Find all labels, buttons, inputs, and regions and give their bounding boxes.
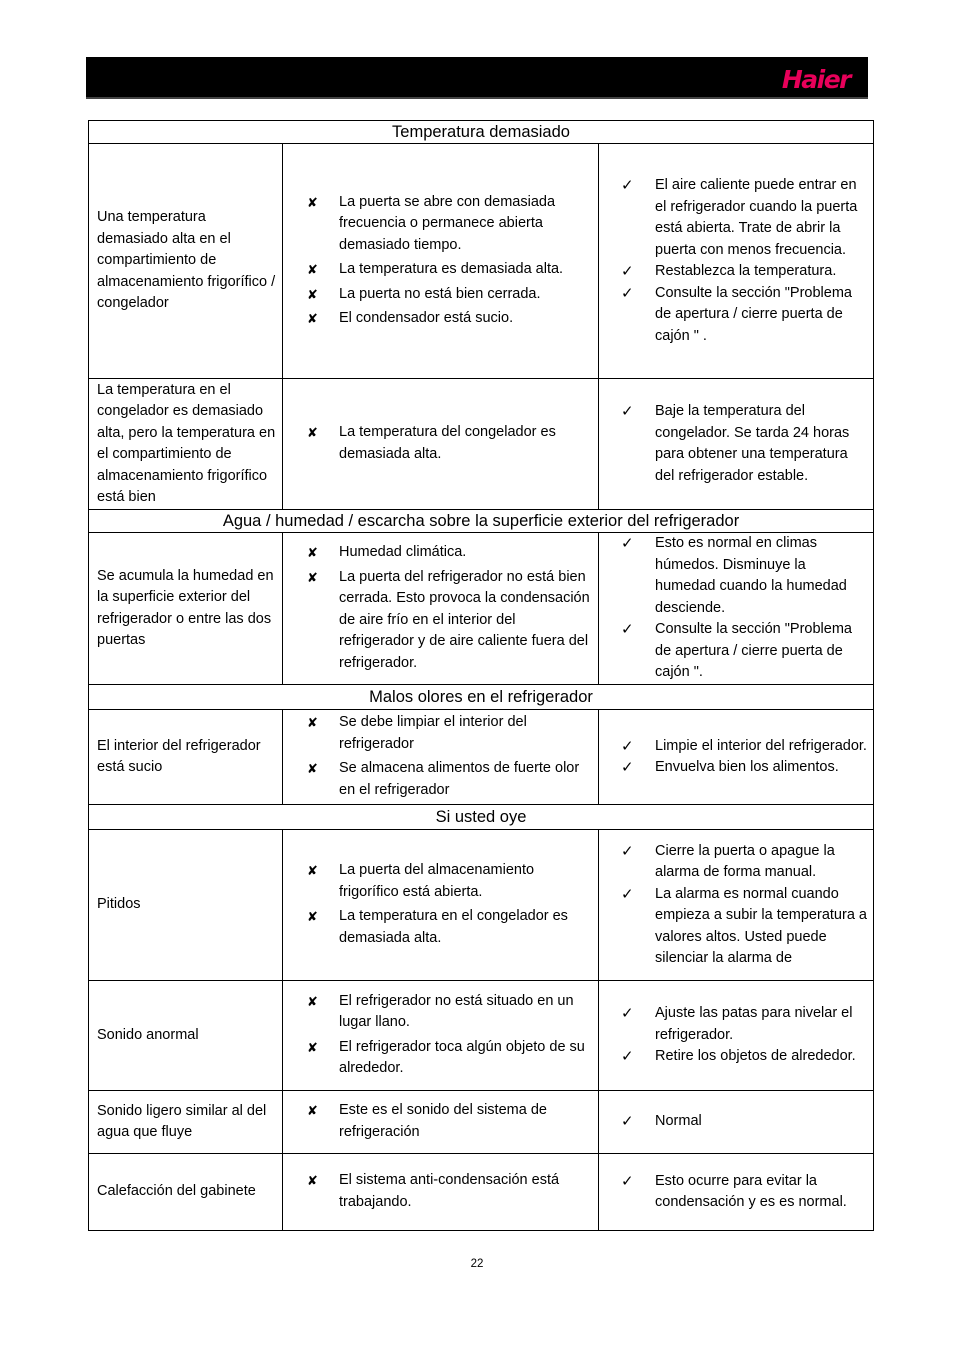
cause-item — [283, 284, 598, 306]
cause-item — [283, 259, 598, 281]
solution-text: Retire los objetos de alrededor. — [655, 1048, 856, 1065]
table-row — [89, 830, 874, 981]
check-icon: ✓ — [621, 1113, 634, 1131]
problem-cell: Pitidos — [89, 830, 283, 981]
cause-item — [283, 712, 598, 755]
solution-cell — [599, 710, 874, 805]
check-icon: ✓ — [621, 885, 634, 903]
cause-text: La puerta se abre con demasiada frecuencia o permanece abierta demasiado tiempo. — [339, 193, 556, 253]
cause-text: La temperatura es demasiada alta. — [339, 261, 564, 277]
cause-text: Humedad climática. — [339, 544, 467, 560]
check-icon: ✓ — [621, 177, 634, 194]
solution-item — [599, 283, 873, 348]
solution-list — [599, 1003, 873, 1068]
cause-item — [283, 860, 598, 903]
cause-list — [283, 192, 598, 330]
haier-logo: Haier — [781, 65, 850, 94]
table-row — [89, 379, 874, 510]
cause-text: La puerta del almacenamiento frigorífico está abierta. — [339, 862, 535, 900]
problem-cell: Sonido ligero similar al del agua que fluye — [89, 1091, 283, 1154]
solution-text: Normal — [655, 1113, 702, 1130]
section-title: Si usted oye — [89, 805, 874, 830]
troubleshooting-table — [88, 120, 874, 1231]
cause-cell — [283, 379, 599, 510]
cause-text: La temperatura del congelador es demasiada alta. — [339, 424, 556, 462]
table-row — [89, 533, 874, 685]
cross-icon: ✘ — [307, 194, 318, 210]
check-icon: ✓ — [621, 737, 634, 755]
cause-list — [283, 991, 598, 1080]
solution-cell — [599, 981, 874, 1091]
solution-list — [599, 841, 873, 970]
cause-list — [283, 860, 598, 949]
solution-text: Consulte la sección "Problema de apertura / cierre puerta de cajón ". — [655, 621, 852, 681]
table-row — [89, 1154, 874, 1231]
solution-cell — [599, 533, 874, 685]
cause-list — [283, 542, 598, 674]
cause-cell — [283, 830, 599, 981]
solution-item — [599, 1003, 873, 1046]
cause-item — [283, 758, 598, 801]
cause-list — [283, 1100, 598, 1143]
check-icon: ✓ — [621, 284, 634, 302]
solution-text: Restablezca la temperatura. — [655, 263, 837, 279]
solution-text: Envuelva bien los alimentos. — [655, 759, 839, 775]
check-icon: ✓ — [621, 1005, 634, 1023]
section-header-row — [89, 121, 874, 144]
solution-list — [599, 736, 873, 779]
solution-item — [599, 884, 873, 970]
solution-item — [599, 841, 873, 884]
solution-cell — [599, 1154, 874, 1231]
solution-cell — [599, 379, 874, 510]
cause-item — [283, 991, 598, 1034]
cause-text: El sistema anti-condensación está trabajando. — [339, 1172, 560, 1210]
cross-icon: ✘ — [307, 715, 318, 730]
solution-list — [599, 1171, 873, 1214]
solution-text: Esto es normal en climas húmedos. Disminuye la humedad cuando la humedad desciende. — [655, 535, 847, 616]
cause-text: La temperatura en el congelador es demasiada alta. — [339, 908, 568, 946]
solution-item — [599, 261, 873, 283]
check-icon: ✓ — [621, 1048, 634, 1066]
solution-text: El aire caliente puede entrar en el refrigerador cuando la puerta está abierta. Trate de abrir la puerta con menos frecuencia. — [655, 177, 858, 258]
cause-list — [283, 712, 598, 801]
cause-cell — [283, 1091, 599, 1154]
check-icon: ✓ — [621, 1172, 634, 1190]
cross-icon: ✘ — [307, 262, 318, 277]
cross-icon: ✘ — [307, 311, 318, 326]
cross-icon: ✘ — [307, 1103, 318, 1118]
cross-icon: ✘ — [307, 569, 318, 585]
cause-cell — [283, 981, 599, 1091]
table-row — [89, 1091, 874, 1154]
check-icon: ✓ — [621, 842, 634, 860]
page-number: 22 — [470, 1258, 484, 1270]
section-title: Agua / humedad / escarcha sobre la superficie exterior del refrigerador — [89, 510, 874, 533]
solution-item — [599, 401, 873, 487]
cross-icon: ✘ — [307, 1039, 318, 1055]
cross-icon: ✘ — [307, 425, 318, 440]
solution-list — [599, 401, 873, 487]
cross-icon: ✘ — [307, 761, 318, 776]
cause-item — [283, 422, 598, 465]
cause-item — [283, 906, 598, 949]
check-icon: ✓ — [621, 759, 634, 776]
cross-icon: ✘ — [307, 863, 318, 878]
cause-list — [283, 422, 598, 465]
solution-item — [599, 1111, 873, 1133]
check-icon: ✓ — [621, 263, 634, 280]
problem-cell: Calefacción del gabinete — [89, 1154, 283, 1231]
cause-item — [283, 1037, 598, 1080]
solution-text: Consulte la sección "Problema de apertura / cierre puerta de cajón " . — [655, 284, 852, 344]
cause-text: La puerta no está bien cerrada. — [339, 285, 541, 302]
cause-text: Se almacena alimentos de fuerte olor en el refrigerador — [339, 760, 580, 798]
section-header-row — [89, 510, 874, 533]
cause-cell — [283, 710, 599, 805]
cross-icon: ✘ — [307, 545, 318, 560]
cause-item — [283, 542, 598, 564]
cross-icon: ✘ — [307, 286, 318, 302]
problem-cell: Una temperatura demasiado alta en el compartimiento de almacenamiento frigorífico / congelador — [89, 144, 283, 379]
section-header-row — [89, 805, 874, 830]
cause-cell — [283, 144, 599, 379]
solution-item — [599, 1171, 873, 1214]
cause-item — [283, 567, 598, 675]
solution-text: La alarma es normal cuando empieza a subir la temperatura a valores altos. Usted puede silenciar la alarma de — [655, 885, 867, 966]
check-icon: ✓ — [621, 621, 634, 639]
solution-text: Baje la temperatura del congelador. Se tarda 24 horas para obtener una temperatura del refrigerador estable. — [655, 403, 850, 484]
cause-item — [283, 192, 598, 257]
solution-list — [599, 175, 873, 347]
cause-cell — [283, 1154, 599, 1231]
check-icon: ✓ — [621, 535, 634, 553]
cause-text: El refrigerador toca algún objeto de su alrededor. — [339, 1038, 585, 1076]
cause-item — [283, 308, 598, 330]
section-title: Temperatura demasiado — [89, 121, 874, 144]
cross-icon: ✘ — [307, 909, 318, 924]
solution-cell — [599, 830, 874, 981]
table-row — [89, 981, 874, 1091]
cause-text: Este es el sonido del sistema de refrigeración — [339, 1102, 547, 1140]
solution-text: Limpie el interior del refrigerador. — [655, 737, 867, 754]
solution-text: Cierre la puerta o apague la alarma de forma manual. — [655, 842, 835, 880]
problem-cell: El interior del refrigerador está sucio — [89, 710, 283, 805]
cause-text: El condensador está sucio. — [339, 310, 514, 326]
table-row — [89, 144, 874, 379]
table-row — [89, 710, 874, 805]
problem-cell: Se acumula la humedad en la superficie exterior del refrigerador o entre las dos puertas — [89, 533, 283, 685]
solution-list — [599, 533, 873, 684]
solution-item — [599, 175, 873, 261]
cross-icon: ✘ — [307, 1173, 318, 1188]
cause-text: El refrigerador no está situado en un lugar llano. — [339, 992, 574, 1030]
cause-item — [283, 1170, 598, 1213]
cause-list — [283, 1170, 598, 1213]
check-icon: ✓ — [621, 403, 634, 420]
section-header-row — [89, 685, 874, 710]
cause-cell — [283, 533, 599, 685]
solution-item — [599, 619, 873, 684]
cause-text: La puerta del refrigerador no está bien cerrada. Esto provoca la condensación de aire frío en el interior del refrigerador y de aire caliente fuera del refrigerador. — [339, 568, 590, 671]
solution-item — [599, 533, 873, 619]
cause-item — [283, 1100, 598, 1143]
solution-list — [599, 1111, 873, 1133]
solution-text: Ajuste las patas para nivelar el refrigerador. — [655, 1005, 853, 1043]
cause-text: Se debe limpiar el interior del refrigerador — [339, 714, 527, 752]
cross-icon: ✘ — [307, 993, 318, 1009]
solution-item — [599, 757, 873, 779]
header-bar — [86, 57, 868, 99]
solution-text: Esto ocurre para evitar la condensación y es es normal. — [655, 1172, 847, 1210]
solution-item — [599, 736, 873, 758]
solution-item — [599, 1046, 873, 1068]
solution-cell — [599, 144, 874, 379]
section-title: Malos olores en el refrigerador — [89, 685, 874, 710]
problem-cell: Sonido anormal — [89, 981, 283, 1091]
solution-cell — [599, 1091, 874, 1154]
problem-cell: La temperatura en el congelador es demasiado alta, pero la temperatura en el compartimiento de almacenamiento frigorífico está bien — [89, 379, 283, 510]
